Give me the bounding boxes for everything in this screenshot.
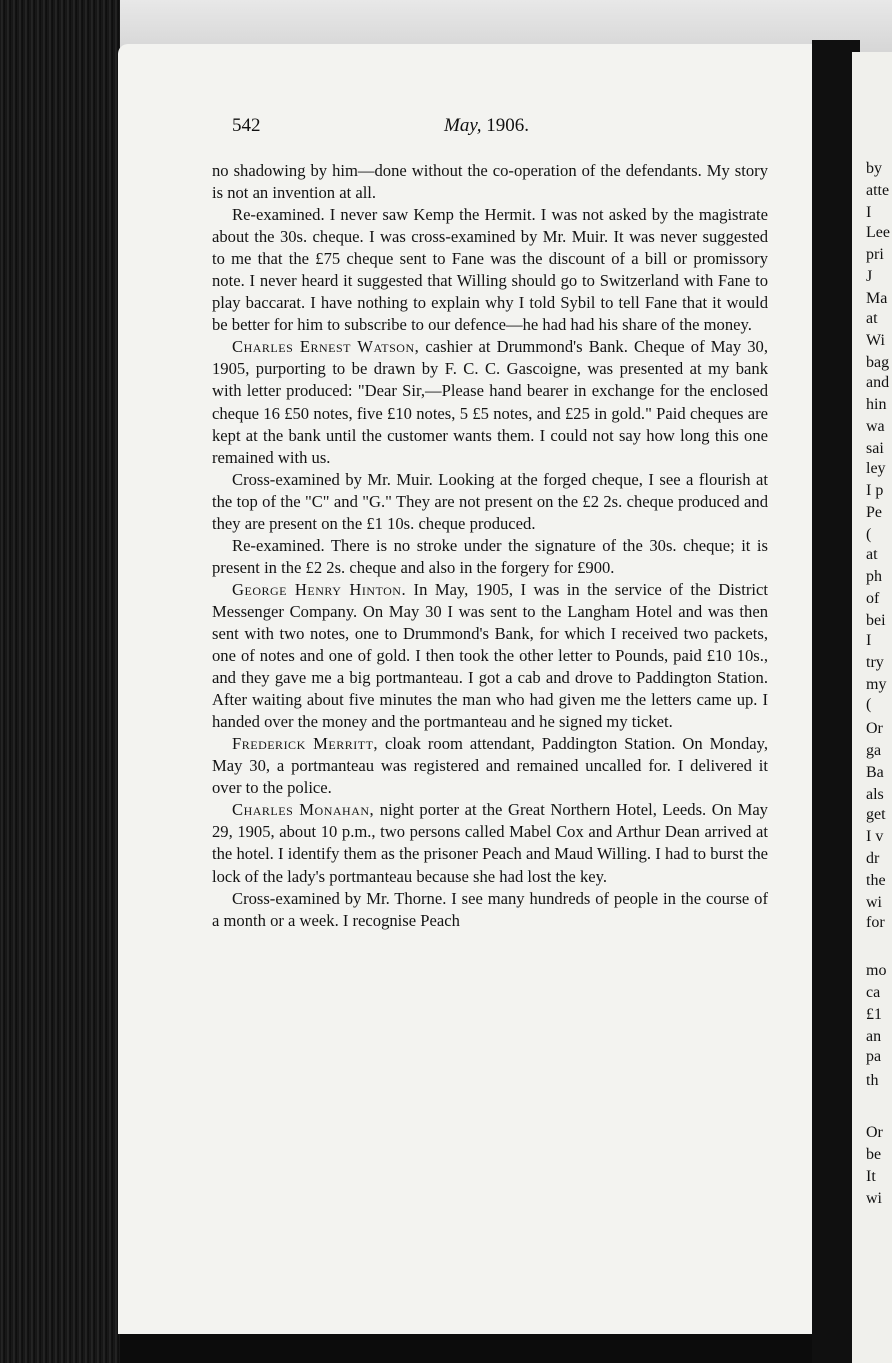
paragraph-reexamined-stroke: Re-examined. There is no stroke under the signature of the 30s. cheque; it is present in the £2 2s. cheque and also in the forgery for £900. [212,535,768,577]
paragraph-monahan [212,799,768,887]
facing-page-fragment: try [866,654,884,671]
paragraph-reexamined: Re-examined. I never saw Kemp the Hermit. I was not asked by the magistrate about the 30s. cheque. I was cross-examined by Mr. Muir. It was never suggested to me that the £75 cheque sent to Fane was the discount of a bill or promissory note. I never heard it suggested that Willing should go to Switzerland with Fane to play baccarat. I have nothing to explain why I told Sybil to tell Fane that it would be better for him to subscribe to our defence—he had had his share of the money. [212,205,768,335]
paragraph-watson [212,336,768,468]
testimony-text: cashier at Drummond's Bank. Cheque of May 30, 1905, purporting to be drawn by F. C. C. Gascoigne, was presented at my bank with letter produced: "Dear Sir,—Please hand bearer in exchange for the enclosed cheque 16 £50 notes, five £10 notes, 5 £5 notes, and £25 in gold." Paid cheques are kept at the bank until the customer wants them. I could not say how long this one remained with us. [212,337,768,467]
testimony-text: cloak room attendant, Paddington Station. On Monday, May 30, a portmanteau was registered and remained uncalled for. I delivered it over to the police. [212,734,768,798]
book-binding-edge [0,0,120,1363]
facing-page-fragment: sai [866,440,884,457]
facing-page-fragment: £1 [866,1006,882,1023]
facing-page-fragment: Or [866,720,883,737]
facing-page-fragment: J [866,268,873,285]
facing-page-fragment: bag [866,354,890,371]
paragraph-continuation: no shadowing by him—done without the co-operation of the defendants. My story is not an invention at all. [212,161,768,203]
facing-page-fragment: and [866,374,890,391]
facing-page-fragment: wi [866,894,882,911]
facing-page-fragment: pa [866,1048,882,1065]
testimony-text: In May, 1905, I was in the service of the District Messenger Company. On May 30 I was sent to the Langham Hotel and was then sent with two notes, one to Drummond's Bank, for which I received two packets, one of notes and one of gold. I then took the other letter to Pounds, paid £10 10s., and they gave me a big portmanteau. I got a cab and drove to Paddington Station. After waiting about five minutes the man who had given me the letters came up. I handed over the money and the portmanteau and he signed my ticket. [212,579,768,732]
witness-name: Charles Ernest Watson, [232,337,420,357]
facing-page-fragment: by [866,160,882,177]
facing-page-fragment: I [866,632,872,649]
facing-page-fragment: ( [866,526,872,543]
facing-page-fragment: wi [866,1190,882,1207]
witness-name: Charles Monahan, [232,800,375,820]
facing-page-fragment: be [866,1146,882,1163]
body-text [212,160,768,932]
facing-page-fragment: Wi [866,332,885,349]
facing-page-fragment: ca [866,984,881,1001]
paragraph-cross-examined-thorne: Cross-examined by Mr. Thorne. I see many hundreds of people in the course of a month or a week. I recognise Peach [212,888,768,930]
facing-page-fragment: the [866,872,886,889]
facing-page-fragment: of [866,590,880,607]
facing-page-fragment: als [866,786,884,803]
facing-page-fragment: th [866,1072,879,1089]
testimony-text: night porter at the Great Northern Hotel, Leeds. On May 29, 1905, about 10 p.m., two persons called Mabel Cox and Arthur Dean arrived at the hotel. I identify them as the prisoner Peach and Maud Willing. I had to burst the lock of the lady's portmanteau because she had lost the key. [212,800,768,886]
facing-page-fragment: I v [866,828,884,845]
facing-page-fragment: I p [866,482,884,499]
paragraph-merritt [212,733,768,799]
facing-page-fragment: an [866,1028,882,1045]
witness-name: Frederick Merritt, [232,734,379,754]
facing-page-fragment: for [866,914,885,931]
facing-page-fragment: atte [866,182,890,199]
running-title [444,115,529,137]
facing-page-fragment: dr [866,850,880,867]
facing-page-fragment: ga [866,742,882,759]
facing-page-fragment: Lee [866,224,890,241]
facing-page-fragment: bei [866,612,886,629]
running-title-month: May, [444,115,482,136]
facing-page-fragment: Pe [866,504,882,521]
facing-page-fragment: hin [866,396,887,413]
facing-page-fragment: Ma [866,290,888,307]
facing-page-fragment: Ba [866,764,884,781]
running-title-year: 1906. [486,115,529,136]
facing-page-fragment: Or [866,1124,883,1141]
facing-page-fragment: I [866,204,872,221]
facing-page-fragment: ph [866,568,882,585]
facing-page-fragment: at [866,310,878,327]
facing-page-fragment: mo [866,962,887,979]
page-number: 542 [232,115,261,136]
facing-page-edge [852,52,892,1363]
witness-name: George Henry Hinton. [232,579,407,599]
facing-page-fragment: get [866,806,886,823]
facing-page-fragment: ( [866,696,872,713]
paragraph-cross-examined-muir: Cross-examined by Mr. Muir. Looking at the forged cheque, I see a flourish at the top of the "C" and "G." They are not present on the £2 2s. cheque produced and they are present on the £1 10s. cheque produced. [212,469,768,533]
facing-page-fragment: my [866,676,887,693]
paragraph-hinton [212,579,768,733]
page-header [232,115,772,143]
facing-page-fragment: It [866,1168,876,1185]
facing-page-fragment: wa [866,418,885,435]
facing-page-fragment: ley [866,460,886,477]
facing-page-fragment: pri [866,246,884,263]
facing-page-fragment: at [866,546,878,563]
